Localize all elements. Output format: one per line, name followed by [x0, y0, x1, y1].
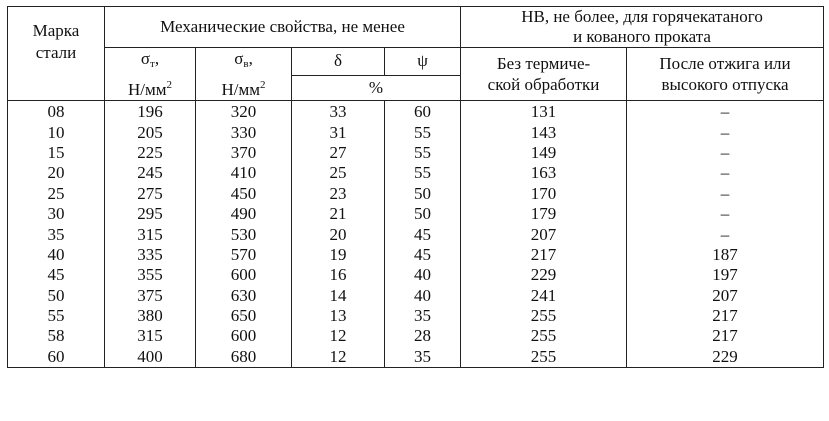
cell-hb-annealed: – — [627, 122, 824, 142]
cell-elongation: 20 — [292, 224, 385, 244]
table-row — [8, 286, 824, 306]
cell-hb-annealed: 217 — [627, 326, 824, 346]
cell-yield-strength: 205 — [105, 122, 196, 142]
cell-reduction-area: 28 — [385, 326, 461, 346]
cell-yield-strength: 196 — [105, 101, 196, 123]
cell-elongation: 12 — [292, 347, 385, 368]
cell-elongation: 23 — [292, 184, 385, 204]
cell-tensile-strength: 570 — [196, 245, 292, 265]
cell-elongation: 21 — [292, 204, 385, 224]
cell-hb-annealed: – — [627, 143, 824, 163]
header-yield-strength — [105, 48, 196, 101]
header-after-annealing — [627, 48, 824, 101]
header-hb-line1: HB, не более, для горячекатаного — [521, 7, 763, 26]
cell-hb-no-treatment: 255 — [461, 306, 627, 326]
cell-grade: 40 — [8, 245, 105, 265]
cell-reduction-area: 40 — [385, 265, 461, 285]
cell-tensile-strength: 320 — [196, 101, 292, 123]
table-row — [8, 122, 824, 142]
cell-reduction-area: 35 — [385, 306, 461, 326]
cell-grade: 55 — [8, 306, 105, 326]
cell-grade: 60 — [8, 347, 105, 368]
cell-hb-annealed: – — [627, 101, 824, 123]
cell-reduction-area: 40 — [385, 286, 461, 306]
cell-grade: 15 — [8, 143, 105, 163]
header-hardness-hb — [461, 7, 824, 48]
cell-grade: 08 — [8, 101, 105, 123]
cell-tensile-strength: 600 — [196, 326, 292, 346]
cell-grade: 20 — [8, 163, 105, 183]
cell-hb-no-treatment: 143 — [461, 122, 627, 142]
cell-grade: 50 — [8, 286, 105, 306]
cell-hb-no-treatment: 255 — [461, 347, 627, 368]
table-row — [8, 163, 824, 183]
header-no-heat-line1: Без термиче- — [496, 54, 591, 73]
table-row — [8, 224, 824, 244]
cell-elongation: 33 — [292, 101, 385, 123]
cell-tensile-strength: 450 — [196, 184, 292, 204]
header-tensile-symbol: $\sigma_в$, — [234, 49, 253, 70]
cell-reduction-area: 55 — [385, 122, 461, 142]
steel-properties-table — [7, 6, 824, 368]
cell-reduction-area: 55 — [385, 143, 461, 163]
table-row — [8, 204, 824, 224]
cell-hb-no-treatment: 179 — [461, 204, 627, 224]
header-steel-grade-line1: Марка — [32, 21, 80, 40]
table-body — [8, 101, 824, 368]
table-row — [8, 245, 824, 265]
cell-hb-annealed: 197 — [627, 265, 824, 285]
cell-tensile-strength: 530 — [196, 224, 292, 244]
cell-yield-strength: 375 — [105, 286, 196, 306]
cell-yield-strength: 295 — [105, 204, 196, 224]
cell-reduction-area: 60 — [385, 101, 461, 123]
cell-elongation: 14 — [292, 286, 385, 306]
cell-hb-annealed: 187 — [627, 245, 824, 265]
header-percent-unit: % — [292, 75, 461, 100]
cell-reduction-area: 50 — [385, 204, 461, 224]
header-annealed-line1: После отжига или — [659, 54, 791, 73]
cell-grade: 25 — [8, 184, 105, 204]
header-yield-unit: $Н/мм^2$ — [127, 79, 172, 99]
cell-hb-annealed: 207 — [627, 286, 824, 306]
cell-reduction-area: 35 — [385, 347, 461, 368]
cell-grade: 10 — [8, 122, 105, 142]
cell-grade: 30 — [8, 204, 105, 224]
cell-reduction-area: 45 — [385, 245, 461, 265]
cell-hb-no-treatment: 207 — [461, 224, 627, 244]
cell-hb-no-treatment: 217 — [461, 245, 627, 265]
cell-reduction-area: 55 — [385, 163, 461, 183]
cell-hb-annealed: 229 — [627, 347, 824, 368]
cell-tensile-strength: 630 — [196, 286, 292, 306]
cell-hb-no-treatment: 255 — [461, 326, 627, 346]
cell-tensile-strength: 370 — [196, 143, 292, 163]
header-no-heat-treatment — [461, 48, 627, 101]
table-row — [8, 265, 824, 285]
cell-elongation: 13 — [292, 306, 385, 326]
cell-yield-strength: 225 — [105, 143, 196, 163]
header-no-heat-line2: ской обработки — [487, 75, 600, 94]
header-elongation: δ — [292, 48, 385, 76]
table-row — [8, 326, 824, 346]
header-annealed-line2: высокого отпуска — [661, 75, 789, 94]
cell-hb-annealed: – — [627, 184, 824, 204]
header-tensile-unit: $Н/мм^2$ — [221, 79, 266, 99]
cell-yield-strength: 335 — [105, 245, 196, 265]
header-steel-grade — [8, 7, 105, 101]
cell-tensile-strength: 650 — [196, 306, 292, 326]
cell-yield-strength: 245 — [105, 163, 196, 183]
header-mechanical-properties: Механические свойства, не менее — [105, 7, 461, 48]
cell-elongation: 12 — [292, 326, 385, 346]
cell-yield-strength: 400 — [105, 347, 196, 368]
cell-hb-no-treatment: 170 — [461, 184, 627, 204]
table-row — [8, 347, 824, 368]
table-header — [8, 7, 824, 101]
cell-tensile-strength: 600 — [196, 265, 292, 285]
cell-tensile-strength: 330 — [196, 122, 292, 142]
cell-hb-annealed: – — [627, 224, 824, 244]
header-yield-symbol: $\sigma_т$, — [140, 49, 160, 70]
cell-yield-strength: 380 — [105, 306, 196, 326]
cell-elongation: 16 — [292, 265, 385, 285]
cell-elongation: 31 — [292, 122, 385, 142]
header-steel-grade-line2: стали — [35, 43, 77, 62]
cell-tensile-strength: 410 — [196, 163, 292, 183]
header-tensile-strength — [196, 48, 292, 101]
cell-grade: 58 — [8, 326, 105, 346]
table-row — [8, 184, 824, 204]
cell-yield-strength: 315 — [105, 326, 196, 346]
cell-hb-annealed: – — [627, 204, 824, 224]
cell-elongation: 25 — [292, 163, 385, 183]
cell-yield-strength: 355 — [105, 265, 196, 285]
cell-hb-no-treatment: 229 — [461, 265, 627, 285]
table-row — [8, 143, 824, 163]
cell-reduction-area: 45 — [385, 224, 461, 244]
cell-hb-no-treatment: 149 — [461, 143, 627, 163]
cell-elongation: 19 — [292, 245, 385, 265]
table-row — [8, 101, 824, 123]
cell-hb-no-treatment: 163 — [461, 163, 627, 183]
cell-yield-strength: 275 — [105, 184, 196, 204]
cell-hb-no-treatment: 241 — [461, 286, 627, 306]
table-row — [8, 306, 824, 326]
cell-hb-no-treatment: 131 — [461, 101, 627, 123]
cell-tensile-strength: 490 — [196, 204, 292, 224]
cell-reduction-area: 50 — [385, 184, 461, 204]
header-reduction-area: ψ — [385, 48, 461, 76]
cell-grade: 35 — [8, 224, 105, 244]
cell-tensile-strength: 680 — [196, 347, 292, 368]
header-hb-line2: и кованого проката — [573, 27, 711, 46]
cell-hb-annealed: – — [627, 163, 824, 183]
cell-grade: 45 — [8, 265, 105, 285]
cell-hb-annealed: 217 — [627, 306, 824, 326]
cell-yield-strength: 315 — [105, 224, 196, 244]
cell-elongation: 27 — [292, 143, 385, 163]
